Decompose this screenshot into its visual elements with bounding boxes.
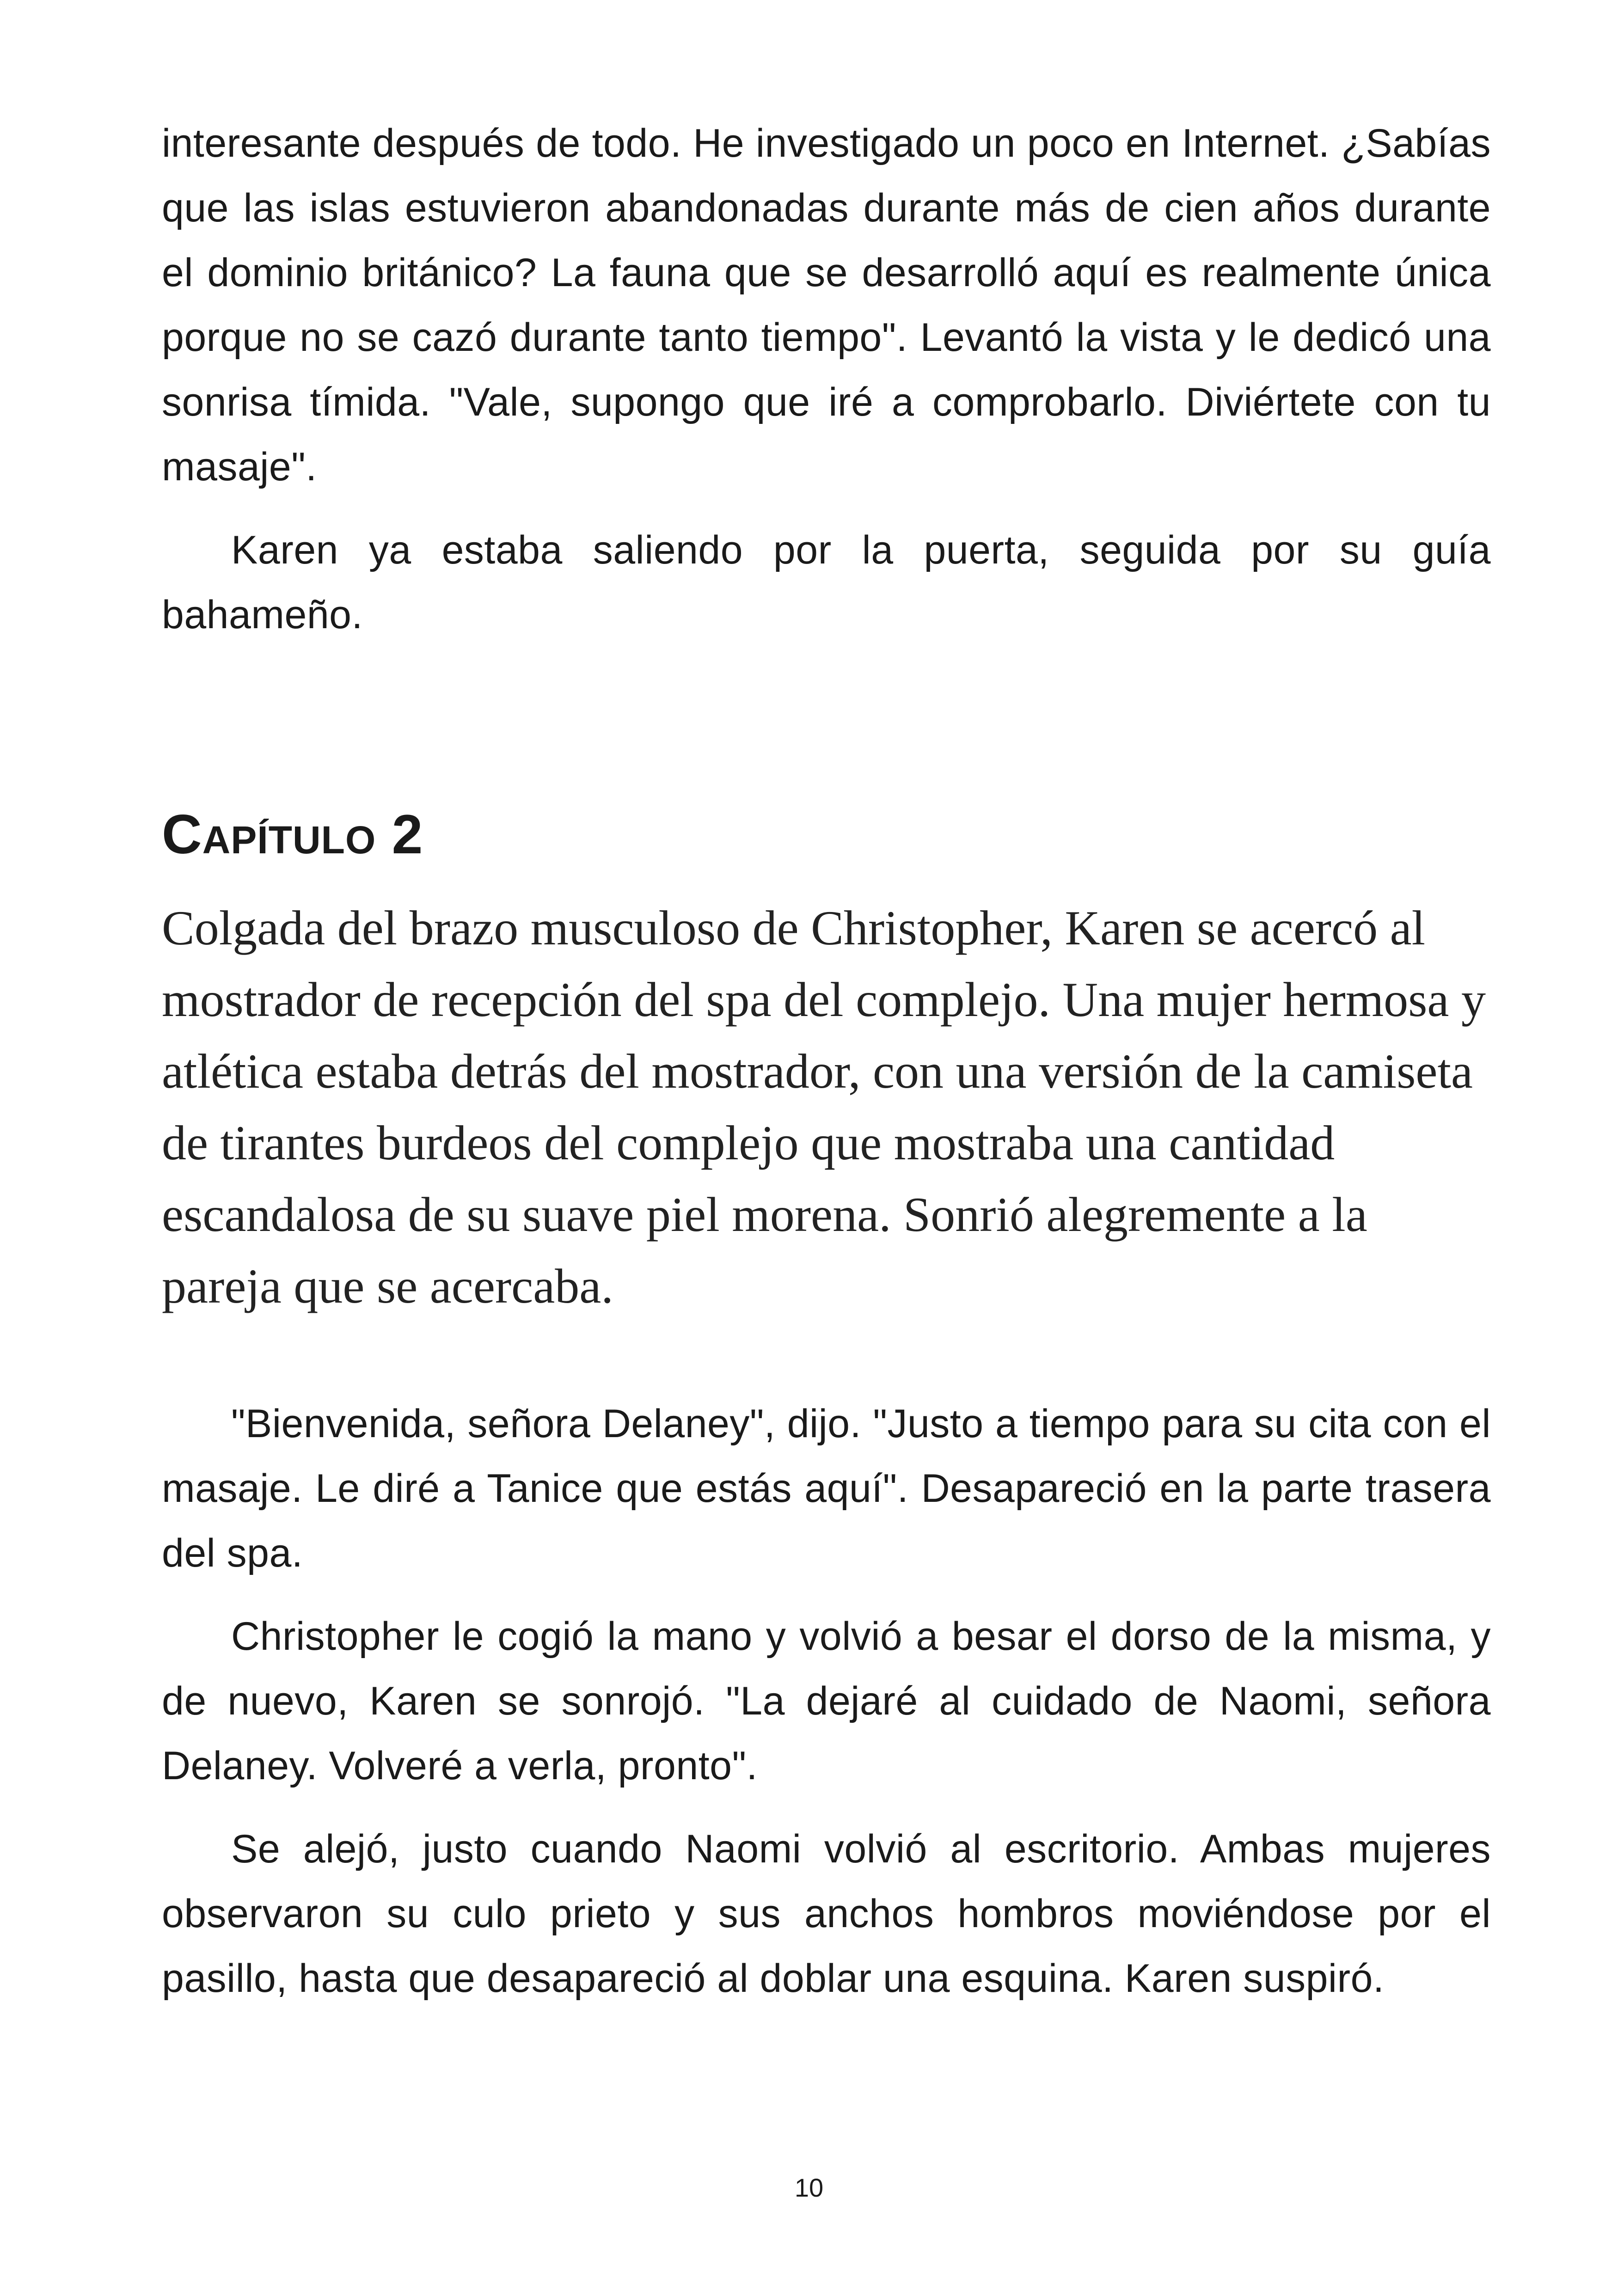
paragraph-karen-leaving: Karen ya estaba saliendo por la puerta, seguida por su guía bahameño.: [162, 528, 1491, 637]
paragraph-welcome: "Bienvenida, señora Delaney", dijo. "Justo a tiempo para su cita con el masaje. Le diré a Tanice que estás aquí". Desapareció en la parte trasera del spa.: [162, 1402, 1491, 1575]
chapter-heading: Capítulo 2: [162, 803, 423, 865]
page-body: [162, 111, 1491, 2011]
paragraph-naomi: Se alejó, justo cuando Naomi volvió al escritorio. Ambas mujeres observaron su culo prieto y sus anchos hombros moviéndose por el pasillo, hasta que desapareció al doblar una esquina. Karen suspiró.: [162, 1827, 1491, 2001]
chapter-opening-paragraph: Colgada del brazo musculoso de Christopher, Karen se acercó al mostrador de recepción del spa del complejo. Una mujer hermosa y atlética estaba detrás del mostrador, con una versión de la camiseta de tirantes burdeos del complejo que mostraba una cantidad escandalosa de su suave piel morena. Sonrió alegremente a la pareja que se acercaba.: [162, 901, 1486, 1313]
continuation-paragraph: interesante después de todo. He investigado un poco en Internet. ¿Sabías que las islas estuvieron abandonadas durante más de cien años durante el dominio británico? La fauna que se desarrolló aquí es realmente única porque no se cazó durante tanto tiempo". Levantó la vista y le dedicó una sonrisa tímida. "Vale, supongo que iré a comprobarlo. Diviértete con tu masaje".: [162, 121, 1491, 489]
page-number: 10: [794, 2173, 824, 2202]
paragraph-christopher: Christopher le cogió la mano y volvió a besar el dorso de la misma, y de nuevo, Karen se sonrojó. "La dejaré al cuidado de Naomi, señora Delaney. Volveré a verla, pronto".: [162, 1614, 1491, 1788]
